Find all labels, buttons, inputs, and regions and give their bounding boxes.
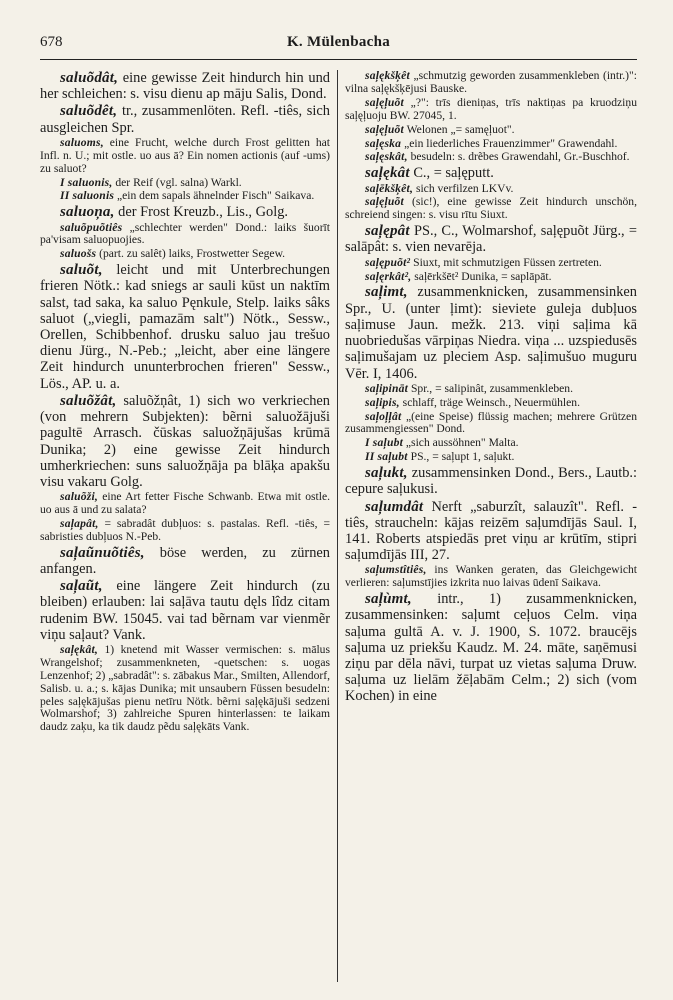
dictionary-entry — [40, 578, 330, 643]
dictionary-entry — [40, 222, 330, 248]
dictionary-entry — [345, 138, 637, 151]
dictionary-entry — [40, 190, 330, 203]
entry-headword: saļęskât, — [365, 150, 408, 164]
entry-definition: „ein dem sapals ähnelnder Fisch" Saikava. — [114, 189, 315, 203]
entry-definition: „(eine Speise) flüssig machen; mehrere Grützen zusammengiessen" Dond. — [345, 409, 637, 436]
entry-definition: eine gewisse Zeit hindurch hin und her schleichen: s. visu dienu ap māju Salis, Dond. — [40, 70, 330, 103]
page-header — [40, 34, 637, 56]
entry-definition: eine Frucht, welche durch Frost gelitten hat Infl. n. U.; mit ostle. uo aus ā? Ein nomen actionis (auf -ums) zu saluot? — [40, 135, 330, 175]
entry-headword: saļimt, — [365, 284, 408, 301]
entry-headword: saļękšķêt — [365, 70, 410, 82]
entry-definition: Spr., = salipinât, zusammenkleben. — [408, 381, 574, 395]
dictionary-entry — [345, 183, 637, 196]
entry-headword: saļękât, — [60, 642, 98, 656]
entry-headword: saļùmt, — [365, 591, 412, 608]
entry-definition: 1) knetend mit Wasser vermischen: s. mālus Wrangelshof; zusammenkneten, -quetschen: s. uogas Lenzenhof; 2) „sabradât": s. zābakus Mar., Smilten, Allendorf, Salisb. u. a.; s. kājas Dunika; mit unsaubern Füssen besudeln: peles saļękājušas pienu netīru Nötk. bẽrni saļękājuši sedzeni Wolmarshof; 3) zahlreiche Spuren hinterlassen: te laikam daudz zaķu, ka tik daudz pẽdu saļękāts Vank. — [40, 642, 330, 734]
entry-definition: „ein liederliches Frauenzimmer" Grawendahl. — [401, 136, 618, 150]
entry-headword: saļoļļât — [365, 409, 402, 423]
entry-definition: besudeln: s. drẽbes Grawendahl, Gr.-Buschhof. — [407, 150, 630, 164]
entry-definition: „?": trīs dieniņas, trīs naktiņas pa kruodziņu saļęļuoju BW. 27045, 1. — [345, 95, 637, 122]
entry-headword: saluõdêt, — [60, 103, 118, 120]
dictionary-entry — [345, 564, 637, 590]
entry-definition: (sic!), eine gewisse Zeit hindurch unschön, schreiend singen: s. visu rītu Siuxt. — [345, 195, 637, 222]
dictionary-entry — [40, 177, 330, 190]
entry-definition: (part. zu salêt) laiks, Frostwetter Segew. — [96, 247, 286, 261]
entry-definition: C., = saļęputt. — [409, 165, 494, 182]
entry-definition: Siuxt, mit schmutzigen Füssen zertreten. — [410, 255, 602, 269]
entry-headword: saļęska — [365, 136, 402, 150]
dictionary-entry — [345, 397, 637, 410]
dictionary-entry — [345, 591, 637, 704]
entry-definition: der Frost Kreuzb., Lis., Golg. — [114, 204, 289, 221]
entry-headword: saļapât, — [60, 516, 99, 530]
dictionary-entry — [40, 644, 330, 734]
entry-definition: eine längere Zeit hindurch (zu bleiben) erlauben: lai saļāva tautu dęls lîdz citam rudenim BW. 15045. vai tad bẽrnam var vienmẽr viņu saļaut? Vank. — [40, 578, 330, 643]
entry-headword: saļumdât — [365, 498, 424, 515]
header-rule — [40, 59, 637, 60]
entry-definition: tr., zusammenlöten. Refl. -tiês, sich ausgleichen Spr. — [40, 103, 330, 136]
entry-headword: saļęļuõt — [365, 195, 404, 209]
entry-headword: saluõt, — [60, 262, 103, 279]
dictionary-entry — [40, 545, 330, 577]
entry-definition: der Reif (vgl. salna) Warkl. — [112, 175, 242, 189]
right-column — [345, 70, 637, 986]
dictionary-entry — [40, 103, 330, 135]
dictionary-entry — [345, 97, 637, 123]
dictionary-entry — [345, 257, 637, 270]
entry-headword: saļęļuõt — [365, 122, 404, 136]
entry-headword: saluõdât, — [60, 70, 119, 86]
entry-definition: schlaff, träge Weinsch., Neuermühlen. — [399, 395, 580, 409]
dictionary-entry — [345, 383, 637, 396]
entry-headword: saluõžât, — [60, 392, 117, 409]
dictionary-entry — [345, 70, 637, 96]
entry-headword: saļēkšķêt, — [365, 181, 414, 195]
entry-definition: ins Wanken geraten, das Gleichgewicht verlieren: saļumstījies izkrita nuo laivas ūdenī Saikava. — [345, 563, 637, 590]
entry-definition: intr., 1) zusammenknicken, zusammensinken: saļumt ceļuos Celm. viņa saļuma gultā A. v. J. 1900, S. 1072. braucējs saļuma uz priekšu Kaudz. M. 24. māte, saņēmusi ziņu par dēla nāvi, turpat uz vietas saļuma Druw. saļuma uz lielām žēļabām Celm.; 2) sich (vom Kochen) in eine — [345, 591, 637, 705]
entry-headword: saļępât — [365, 223, 410, 240]
dictionary-entry — [345, 165, 637, 181]
entry-definition: = sabradât dubļuos: s. pastalas. Refl. -tiês, = sabristies dubļuos N.-Peb. — [40, 516, 330, 543]
dictionary-entry — [40, 393, 330, 490]
entry-headword: saļękât — [365, 165, 410, 182]
page-number: 678 — [40, 34, 63, 50]
dictionary-entry — [345, 411, 637, 437]
running-head: K. Mülenbacha — [286, 34, 391, 50]
dictionary-entry — [40, 137, 330, 176]
entry-definition: „schlechter werden" Dond.: laiks šuorīt pa'visam saluopuojies. — [40, 220, 330, 247]
dictionary-entry — [40, 204, 330, 220]
dictionary-entry — [345, 196, 637, 222]
dictionary-entry — [345, 465, 637, 497]
entry-definition: Welonen „= samęļuot". — [403, 122, 515, 136]
entry-headword: saluõpuõtiês — [60, 220, 123, 234]
entry-definition: zusammensinken Dond., Bers., Lautb.: cepure saļukusi. — [345, 465, 637, 498]
dictionary-entry — [40, 262, 330, 392]
entry-headword: saļukt, — [365, 465, 408, 482]
entry-headword: saluoņa, — [60, 204, 115, 221]
entry-definition: „schmutzig geworden zusammenkleben (intr.)": vilna saļękšķējusi Bauske. — [345, 70, 637, 95]
dictionary-entry — [40, 248, 330, 261]
entry-headword: saļęrkât², — [365, 269, 412, 283]
entry-definition: eine Art fetter Fische Schwanb. Etwa mit ostle. uo aus ā und zu salata? — [40, 490, 330, 517]
entry-headword: saluošs — [60, 247, 97, 261]
entry-headword: saļępuõt² — [365, 255, 411, 269]
dictionary-entry — [345, 151, 637, 164]
dictionary-entry — [40, 518, 330, 544]
entry-headword: saluoms, — [60, 135, 104, 149]
entry-headword: I saļubt — [365, 436, 404, 450]
dictionary-entry — [40, 491, 330, 517]
dictionary-entry — [345, 284, 637, 381]
left-column — [40, 70, 330, 986]
dictionary-entry — [345, 271, 637, 284]
dictionary-entry — [345, 437, 637, 450]
dictionary-entry — [345, 124, 637, 137]
entry-definition: saļērkšēt² Dunika, = saplāpāt. — [411, 269, 552, 283]
entry-definition: Nerft „saburzît, salauzît". Refl. -tiês, straucheln: kājas reizēm saļumdījās Saul. I, 141. Roberts atspiedās pret viņu ar krūtīm, stipri saļumdījās III, 27. — [345, 498, 637, 564]
entry-headword: II saluonis — [60, 189, 115, 203]
entry-headword: saļaũnuõtiês, — [60, 544, 145, 561]
entry-headword: saļęļuõt — [365, 95, 404, 109]
entry-headword: saļaũt, — [60, 578, 103, 595]
entry-definition: saluõžņât, 1) sich wo verkriechen (von mehrern Subjekten): bẽrni saluožājuši pagultē Arrasch. čūskas saluožņājušas krūmā Dunika; 2) eine gewisse Zeit hindurch umherkriechen: suns saluožņāja pa blāķa apakšu visu vakaru Golg. — [40, 392, 330, 490]
column-divider — [337, 70, 338, 982]
entry-headword: saļipināt — [365, 381, 409, 395]
entry-headword: saļipis, — [365, 395, 400, 409]
dictionary-entry — [40, 70, 330, 102]
entry-definition: PS., = saļupt 1, saļukt. — [407, 450, 515, 464]
dictionary-entry — [345, 223, 637, 255]
dictionary-entry — [345, 499, 637, 564]
entry-headword: II saļubt — [365, 450, 408, 464]
entry-headword: saļumstîtiês, — [365, 563, 427, 577]
entry-definition: sich verfilzen LKVv. — [413, 181, 514, 195]
entry-definition: PS., C., Wolmarshof, saļępuõt Jürg., = salāpât: s. vien nevarēja. — [345, 223, 637, 256]
dictionary-entry — [345, 451, 637, 464]
entry-definition: „sich aussöhnen" Malta. — [403, 436, 519, 450]
entry-definition: böse werden, zu zürnen anfangen. — [40, 544, 330, 577]
entry-headword: saluõži, — [60, 490, 99, 504]
entry-headword: I saluonis, — [60, 175, 113, 189]
entry-definition: zusammenknicken, zusammensinken Spr., U. (unter ļimt): sieviete guleja dubļuos saļimuse Jaun. mežk. 213. viņi saļima kā nuobriedušas vārpiņas Niedra. viņa ... uzspiedusēs saļimušajam uz pleciem Asp. saļimušuo muguru Vēr. I, 1406. — [345, 284, 637, 382]
entry-definition: leicht und mit Unterbrechungen frieren Nötk.: kad sniegs ar sauli kūst un naktīm salst, tad saka, ka saluo Pęnkule, Stelp. laiks sâks saluot („viegli, pamazām salt") Nötk., Sessw., Orellen, Schibbenhof. drusku saluo jau trešuo dienu Jürg., N.-Peb.; „leicht, aber eine längere Zeit hindurch ununterbrochen frieren" Sessw., Lös., AP. u. a. — [40, 262, 330, 392]
